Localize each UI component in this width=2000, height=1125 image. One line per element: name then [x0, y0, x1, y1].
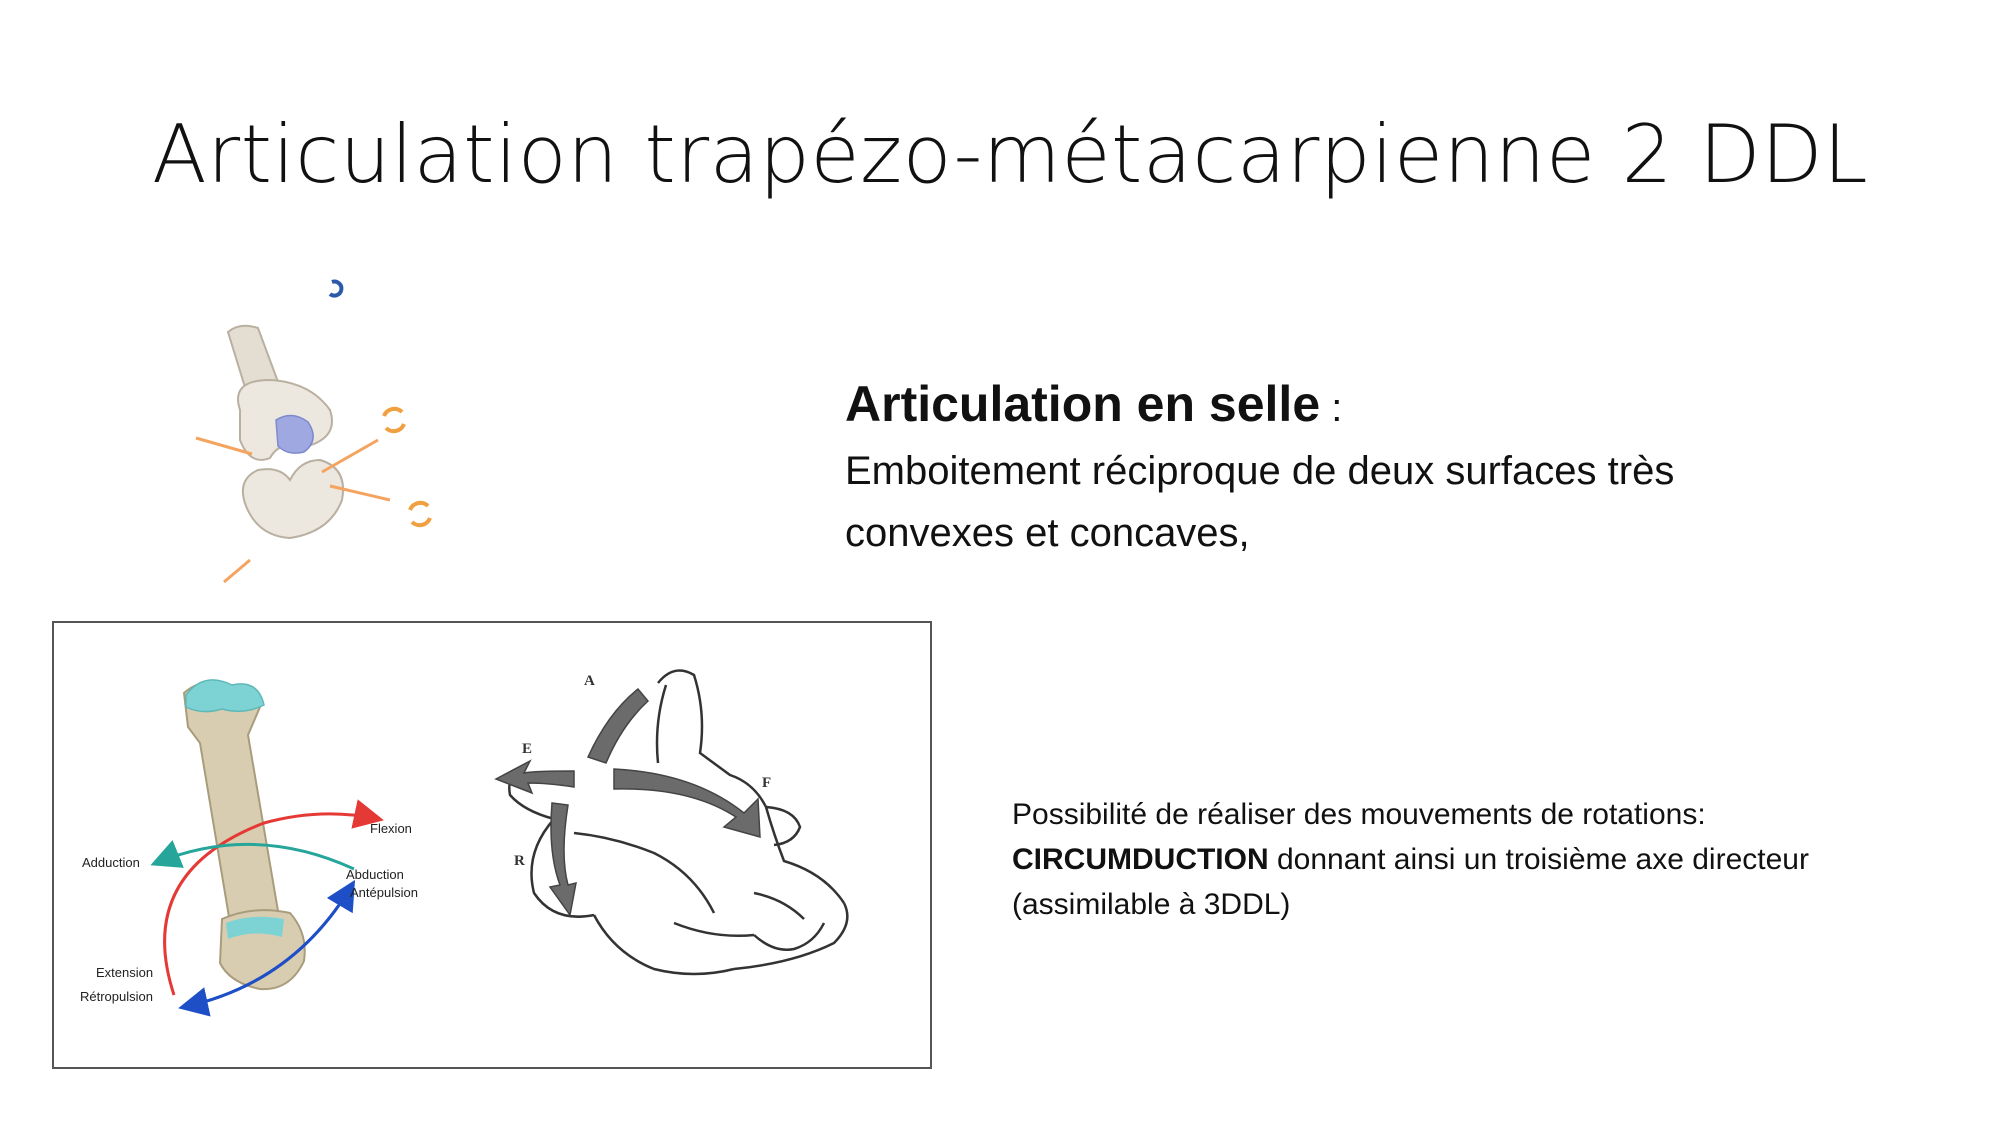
slide-title: Articulation trapézo-métacarpienne 2 DDL — [152, 108, 1869, 201]
label-retropulsion: Rétropulsion — [80, 989, 153, 1004]
label-extension: Extension — [96, 965, 154, 980]
note-line-3: (assimilable à 3DDL) — [1012, 888, 1291, 921]
label-hand-a: A — [584, 673, 595, 689]
saddle-joint-illustration — [180, 270, 480, 600]
rotation-arrow-icon — [410, 503, 430, 525]
circumduction-note — [1012, 792, 1972, 927]
label-abduction: Abduction — [346, 867, 404, 882]
label-hand-f: F — [762, 775, 772, 791]
note-line-2 — [1012, 837, 1972, 882]
label-antepulsion: Antépulsion — [350, 885, 418, 900]
definition-heading-line — [845, 372, 1945, 440]
label-flexion: Flexion — [370, 821, 412, 836]
note-keyword: CIRCUMDUCTION — [1012, 843, 1269, 876]
hand-movement-arrows — [496, 689, 760, 915]
note-line-2-text: donnant ainsi un troisième axe directeur — [1268, 843, 1809, 876]
definition-heading: Articulation en selle — [845, 376, 1321, 432]
rotation-arrow-icon — [384, 409, 404, 431]
metacarpal-bone-illustration — [184, 680, 305, 989]
label-hand-r: R — [514, 853, 525, 869]
definition-line-1: Emboitement réciproque de deux surfaces très — [845, 449, 1675, 493]
definition-colon: : — [1320, 386, 1343, 430]
saddle-joint-definition — [845, 372, 1945, 564]
note-line-1: Possibilité de réaliser des mouvements de rotations: — [1012, 798, 1706, 831]
movement-diagram-frame — [52, 621, 932, 1069]
rotation-marker-icon — [330, 282, 341, 296]
label-hand-e: E — [522, 741, 533, 757]
definition-line-2: convexes et concaves, — [845, 511, 1250, 555]
label-adduction: Adduction — [82, 855, 140, 870]
